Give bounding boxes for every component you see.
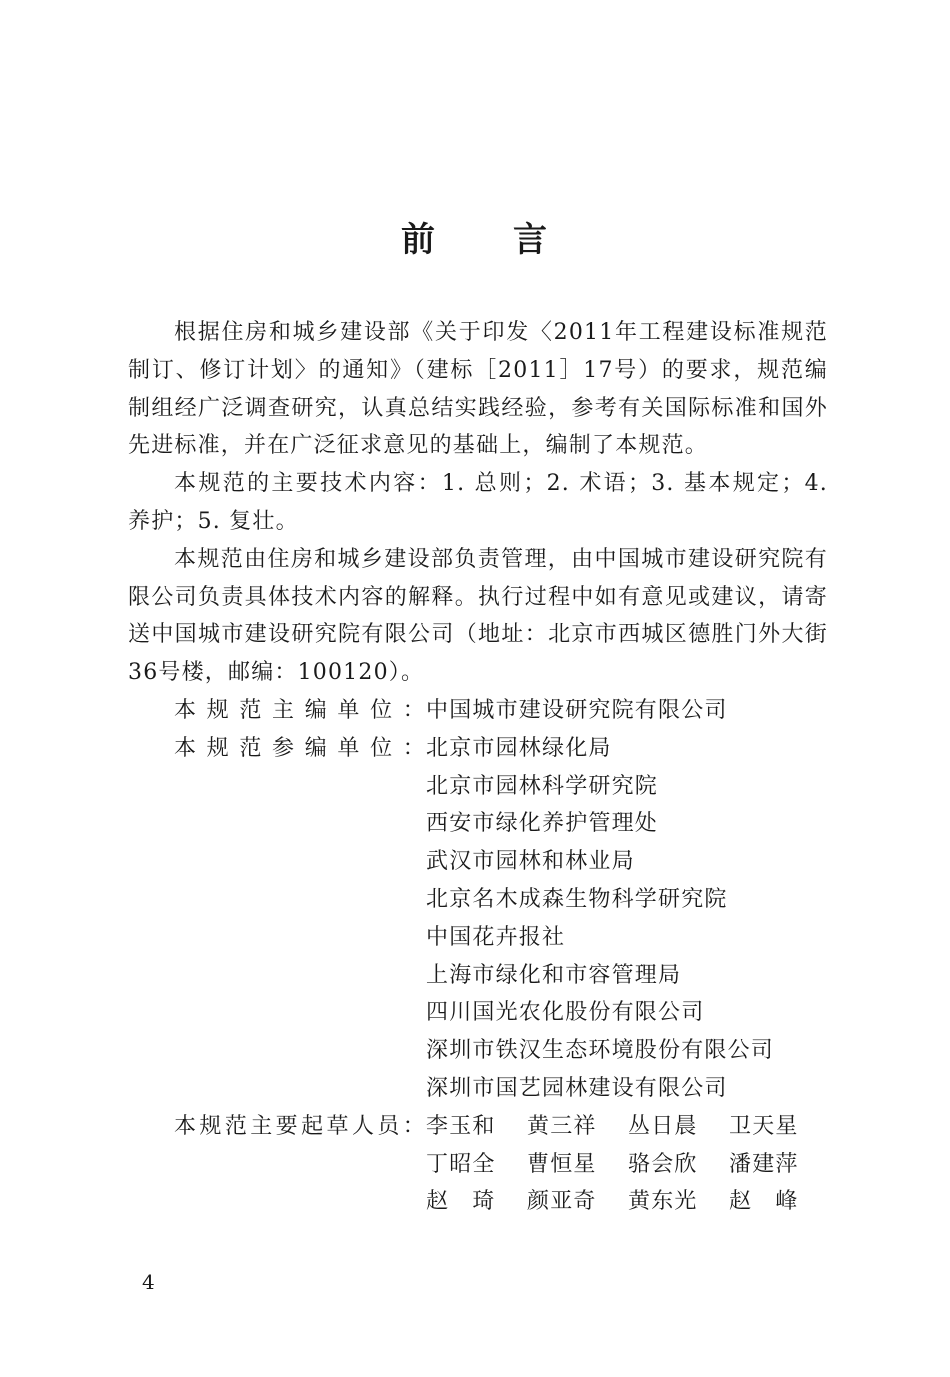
- chief-unit-row: [128, 692, 828, 730]
- page-number: 4: [142, 1270, 155, 1294]
- chief-unit-label: 本规范主编单位：: [174, 697, 426, 723]
- preface-paragraph-2: 本规范的主要技术内容：1. 总则；2. 术语；3. 基本规定；4. 养护；5. 复壮。: [128, 471, 828, 534]
- title-char-1: 前: [401, 220, 437, 260]
- drafters-row: [128, 1146, 828, 1184]
- drafter-name: 曹恒星: [527, 1151, 597, 1177]
- participating-unit-row: [128, 730, 828, 768]
- participating-unit: 四川国光农化股份有限公司: [426, 1000, 705, 1026]
- drafter-name: 赵 峰: [729, 1189, 799, 1215]
- drafters-names: [426, 1108, 830, 1146]
- drafter-name: 颜亚奇: [527, 1189, 597, 1215]
- participating-unit-row: [128, 1070, 828, 1108]
- preface-paragraph-3: 本规范由住房和城乡建设部负责管理，由中国城市建设研究院有限公司负责具体技术内容的解释。执行过程中如有意见或建议，请寄送中国城市建设研究院有限公司（地址：北京市西城区德胜门外大街36号楼，邮编：100120）。: [128, 546, 828, 686]
- preface-paragraph-1: 根据住房和城乡建设部《关于印发〈2011年工程建设标准规范制订、修订计划〉的通知》（建标［2011］17号）的要求，规范编制组经广泛调查研究，认真总结实践经验，参考有关国际标准和国外先进标准，并在广泛征求意见的基础上，编制了本规范。: [128, 320, 828, 459]
- drafters-row: [128, 1183, 828, 1221]
- participating-unit: 上海市绿化和市容管理局: [426, 962, 682, 988]
- participating-unit: 深圳市国艺园林建设有限公司: [426, 1075, 728, 1101]
- drafter-name: 骆会欣: [628, 1151, 698, 1177]
- preface-body: [128, 314, 828, 1221]
- drafters-row: [128, 1108, 828, 1146]
- drafters-names: [426, 1146, 830, 1184]
- participating-unit-row: [128, 1032, 828, 1070]
- participating-unit-row: [128, 768, 828, 806]
- participating-unit: 中国花卉报社: [426, 924, 566, 950]
- drafter-name: 黄东光: [628, 1189, 698, 1215]
- participating-unit-row: [128, 805, 828, 843]
- participating-unit: 西安市绿化养护管理处: [426, 811, 659, 837]
- drafter-name: 赵 琦: [426, 1189, 496, 1215]
- participating-unit-row: [128, 994, 828, 1032]
- drafter-name: 丁昭全: [426, 1151, 496, 1177]
- participating-unit-row: [128, 881, 828, 919]
- participating-unit: 深圳市铁汉生态环境股份有限公司: [426, 1038, 775, 1064]
- participating-unit-row: [128, 919, 828, 957]
- participating-unit: 武汉市园林和林业局: [426, 849, 635, 875]
- participating-unit: 北京市园林绿化局: [426, 735, 612, 761]
- drafter-name: 卫天星: [729, 1113, 799, 1139]
- title-char-2: 言: [513, 220, 549, 260]
- drafter-name: 丛日晨: [628, 1113, 698, 1139]
- page-title: [0, 212, 950, 261]
- drafter-name: 黄三祥: [527, 1113, 597, 1139]
- chief-unit-value: 中国城市建设研究院有限公司: [426, 697, 728, 723]
- participating-unit: 北京市园林科学研究院: [426, 773, 659, 799]
- drafter-name: 李玉和: [426, 1113, 496, 1139]
- participating-unit-row: [128, 957, 828, 995]
- participating-units-label: 本规范参编单位：: [174, 735, 426, 761]
- participating-unit: 北京名木成森生物科学研究院: [426, 886, 728, 912]
- drafters-names: [426, 1183, 830, 1221]
- drafter-name: 潘建萍: [729, 1151, 799, 1177]
- participating-unit-row: [128, 843, 828, 881]
- drafters-label: 本规范主要起草人员：: [174, 1113, 426, 1139]
